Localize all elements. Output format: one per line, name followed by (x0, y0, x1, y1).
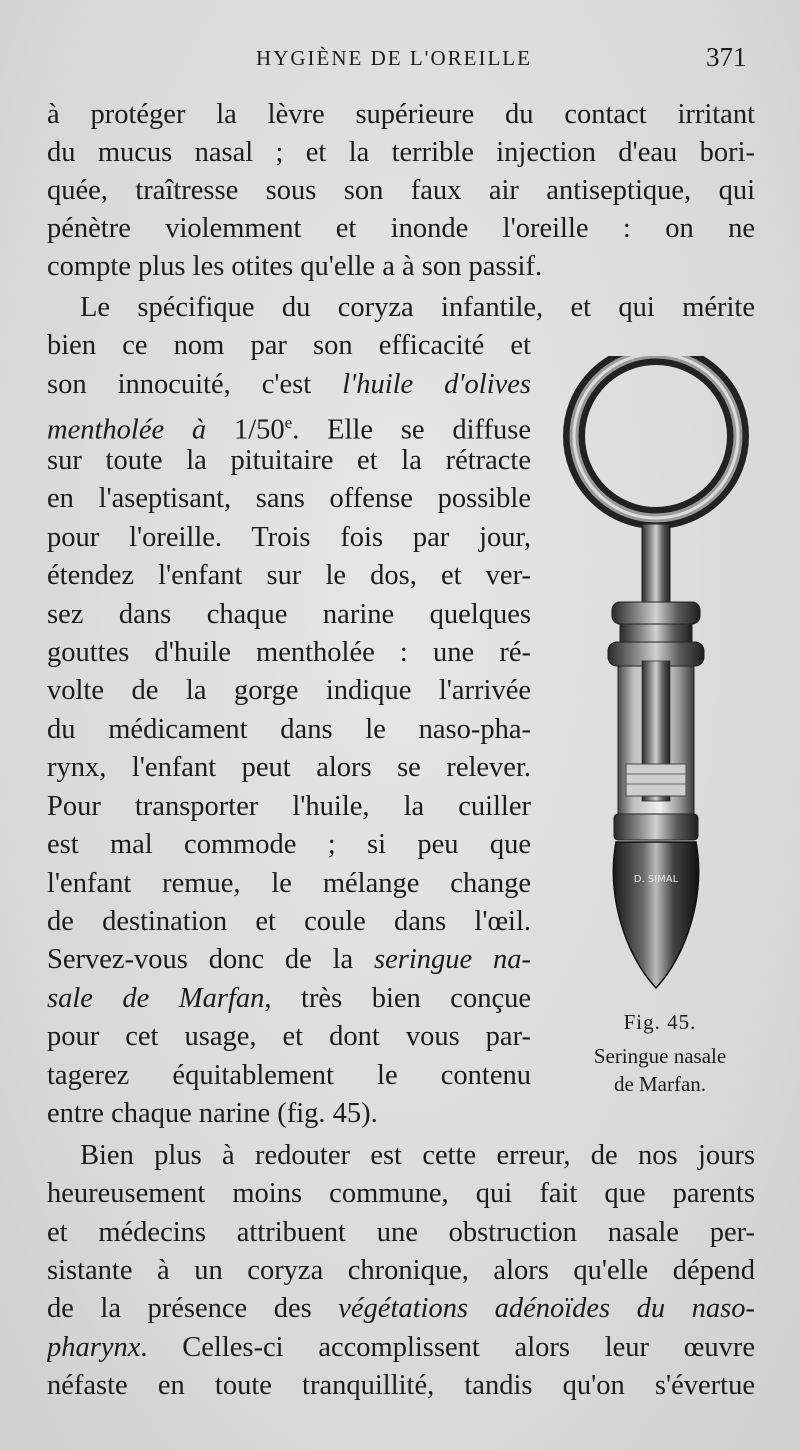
text-line: sur toute la pituitaire et la rétracte (47, 445, 531, 476)
text-line: néfaste en toute tranquillité, tandis qu'on s'évertue (47, 1370, 755, 1401)
text-line: Pour transporter l'huile, la cuiller (47, 791, 531, 822)
text-line: en l'aseptisant, sans offense possible (47, 483, 531, 514)
figure-caption: Seringue nasale (593, 1044, 727, 1068)
text-line: Le spécifique du coryza infantile, et qui mérite (80, 292, 755, 323)
text-line: pharynx. Celles-ci accomplissent alors leur œuvre (47, 1332, 755, 1363)
text-line: Servez-vous donc de la seringue na- (47, 944, 531, 975)
text-line: sez dans chaque narine quelques (47, 599, 531, 630)
text-line: du mucus nasal ; et la terrible injection d'eau bori- (47, 137, 755, 168)
text-line: pour cet usage, et dont vous par- (47, 1021, 531, 1052)
text-line: mentholée à 1/50e. Elle se diffuse (47, 413, 531, 442)
text-line: pénètre violemment et inonde l'oreille : on ne (47, 213, 755, 244)
text-line: tagerez équitablement le contenu (47, 1060, 531, 1091)
text-line: du médicament dans le naso-pha- (47, 714, 531, 745)
text-line: gouttes d'huile mentholée : une ré- (47, 637, 531, 668)
text-line: étendez l'enfant sur le dos, et ver- (47, 560, 531, 591)
text-line: entre chaque narine (fig. 45). (47, 1098, 378, 1129)
text-line: est mal commode ; si peu que (47, 829, 531, 860)
text-line: et médecins attribuent une obstruction nasale per- (47, 1217, 755, 1248)
text-line: son innocuité, c'est l'huile d'olives (47, 369, 531, 400)
figure-caption: de Marfan. (613, 1072, 707, 1096)
text-line: heureusement moins commune, qui fait que parents (47, 1178, 755, 1209)
text-line: l'enfant remue, le mélange change (47, 868, 531, 899)
text-line: quée, traîtresse sous son faux air antiseptique, qui (47, 175, 755, 206)
text-line: pour l'oreille. Trois fois par jour, (47, 522, 531, 553)
engraver-signature: D. SIMAL (633, 874, 679, 885)
text-line: de la présence des végétations adénoïdes du naso- (47, 1293, 755, 1324)
running-title: HYGIÈNE DE L'OREILLE (256, 46, 532, 70)
figure-number: Fig. 45. (623, 1010, 697, 1034)
text-line: à protéger la lèvre supérieure du contact irritant (47, 99, 755, 130)
text-line: de destination et coule dans l'œil. (47, 906, 531, 937)
text-line: sale de Marfan, très bien conçue (47, 983, 531, 1014)
text-line: bien ce nom par son efficacité et (47, 330, 531, 361)
nasal-syringe-illustration (556, 356, 756, 996)
page-number: 371 (706, 42, 747, 72)
text-line: Bien plus à redouter est cette erreur, de nos jours (80, 1140, 755, 1171)
text-line: volte de la gorge indique l'arrivée (47, 675, 531, 706)
text-line: sistante à un coryza chronique, alors qu'elle dépend (47, 1255, 755, 1286)
text-line: compte plus les otites qu'elle a à son passif. (47, 251, 543, 282)
text-line: rynx, l'enfant peut alors se relever. (47, 752, 531, 783)
